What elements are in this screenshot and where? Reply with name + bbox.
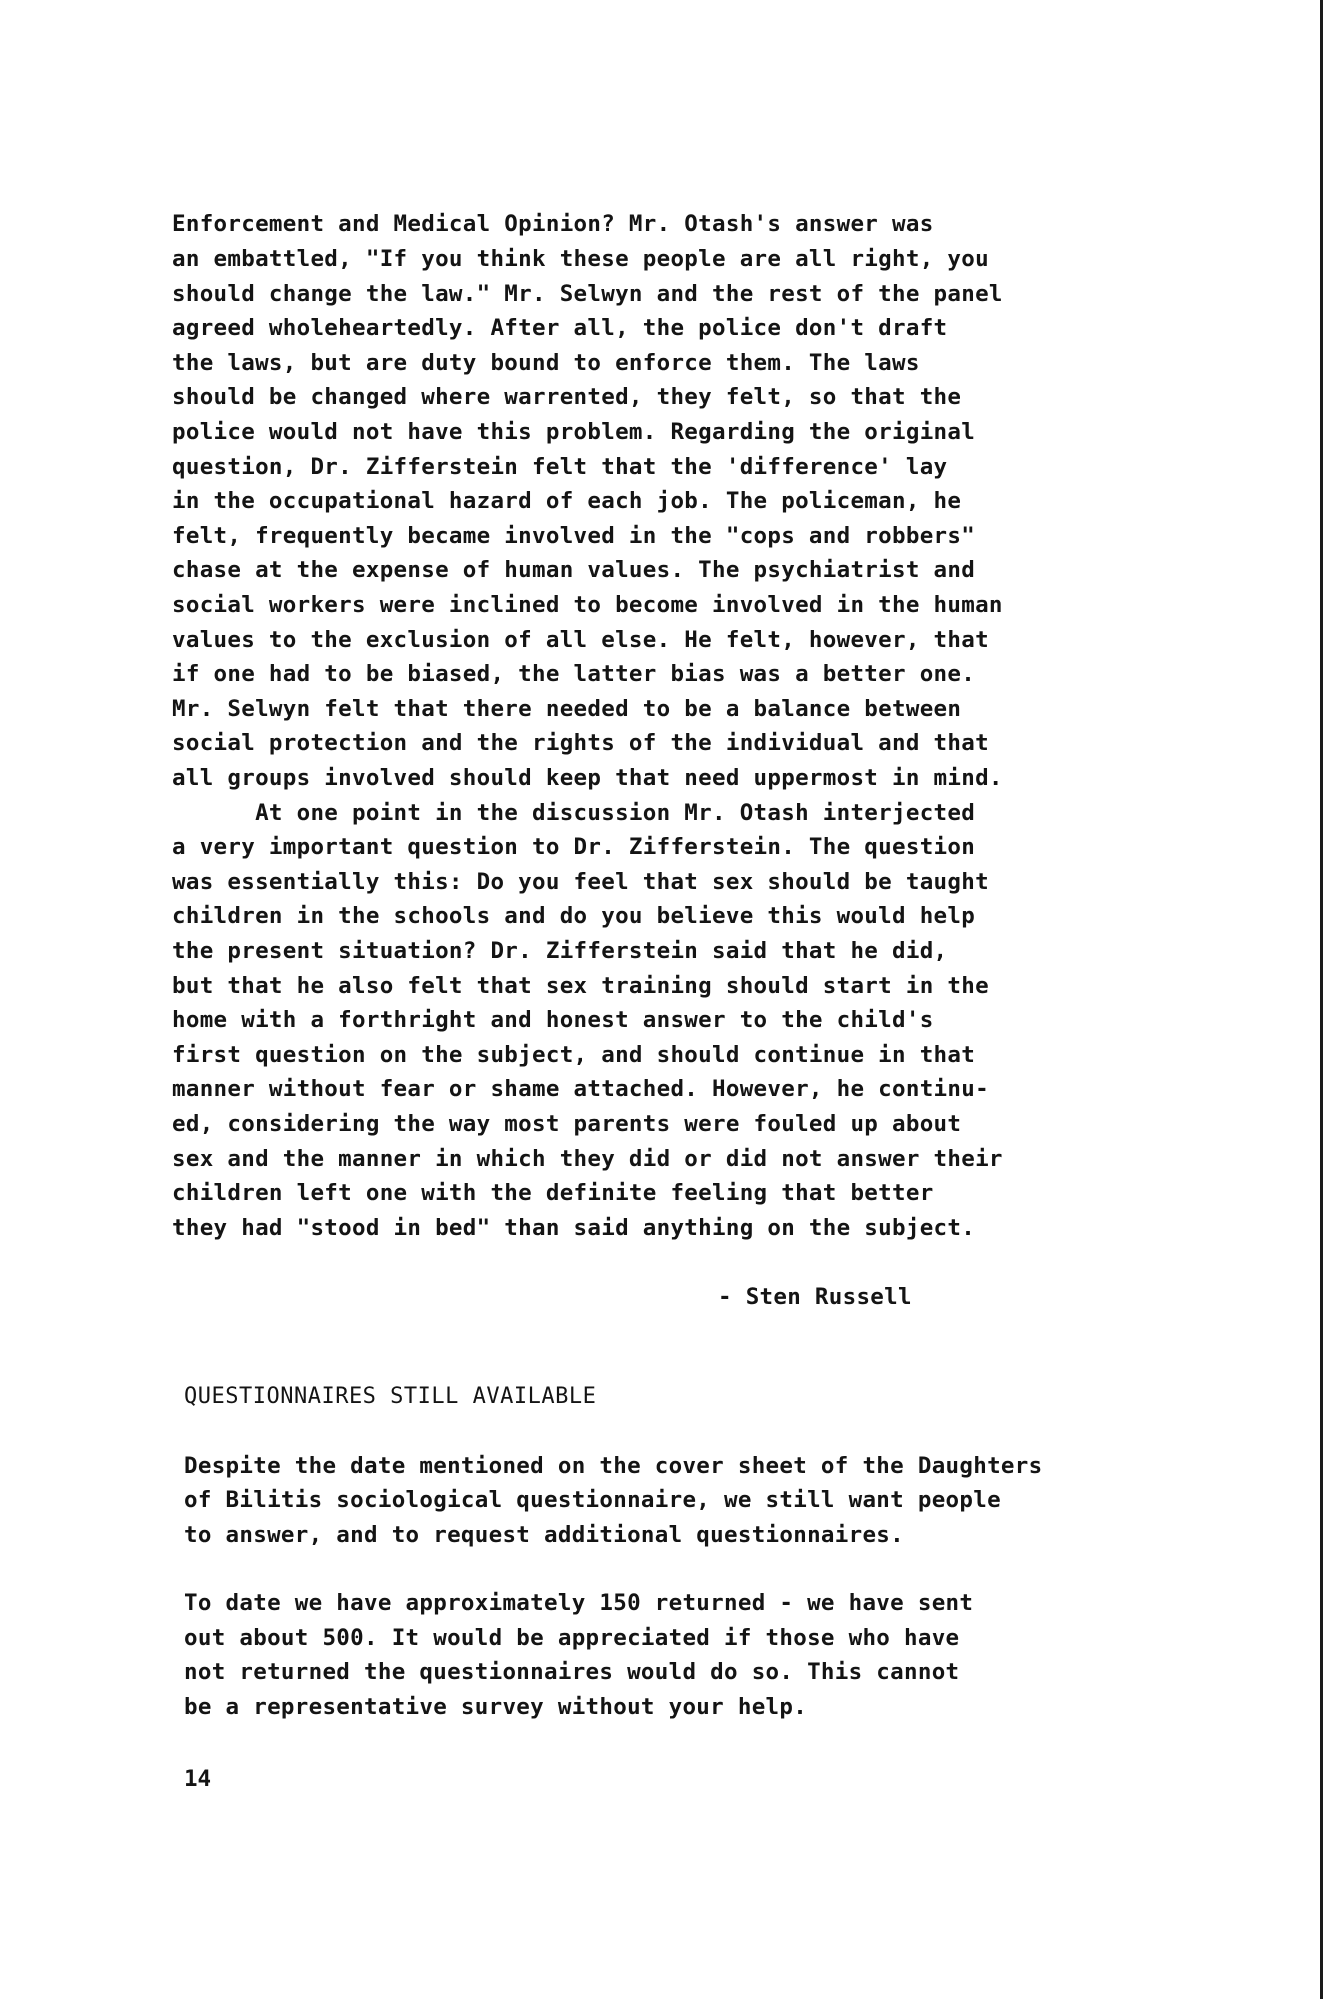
article-line: sex and the manner in which they did or did not answer their [172, 1146, 1003, 1172]
section-heading: QUESTIONNAIRES STILL AVAILABLE [184, 1384, 597, 1409]
scan-edge-line [1320, 0, 1323, 1999]
article-line: the laws, but are duty bound to enforce them. The laws [172, 350, 920, 376]
article-line: Mr. Selwyn felt that there needed to be a balance between [172, 696, 962, 722]
article-line: but that he also felt that sex training should start in the [172, 973, 989, 999]
article-line: question, Dr. Zifferstein felt that the 'difference' lay [172, 454, 948, 480]
article-line: felt, frequently became involved in the "cops and robbers" [172, 523, 976, 549]
article-line: if one had to be biased, the latter bias was a better one. [172, 661, 976, 687]
page-number: 14 [184, 1766, 212, 1792]
article-line: At one point in the discussion Mr. Otash interjected [172, 800, 976, 826]
article-line: in the occupational hazard of each job. The policeman, he [172, 488, 962, 514]
article-line: manner without fear or shame attached. However, he continu- [172, 1076, 989, 1102]
article-line: should be changed where warrented, they felt, so that the [172, 384, 962, 410]
article-line: was essentially this: Do you feel that sex should be taught [172, 869, 989, 895]
notice-line: of Bilitis sociological questionnaire, we still want people [184, 1487, 1001, 1513]
article-line: agreed wholeheartedly. After all, the police don't draft [172, 315, 948, 341]
article-line: values to the exclusion of all else. He felt, however, that [172, 627, 989, 653]
notice-line: not returned the questionnaires would do so. This cannot [184, 1659, 960, 1685]
article-line: children left one with the definite feeling that better [172, 1180, 934, 1206]
article-line: first question on the subject, and should continue in that [172, 1042, 976, 1068]
author-signature: - Sten Russell [718, 1284, 912, 1310]
notice-line: Despite the date mentioned on the cover sheet of the Daughters [184, 1453, 1043, 1479]
article-line: they had "stood in bed" than said anything on the subject. [172, 1215, 976, 1241]
article-line: social protection and the rights of the individual and that [172, 730, 989, 756]
notice-line: to answer, and to request additional questionnaires. [184, 1522, 904, 1548]
article-line: an embattled, "If you think these people are all right, you [172, 246, 989, 272]
article-line: social workers were inclined to become involved in the human [172, 592, 1003, 618]
article-line: police would not have this problem. Regarding the original [172, 419, 976, 445]
article-line: should change the law." Mr. Selwyn and the rest of the panel [172, 281, 1003, 307]
article-line: a very important question to Dr. Zifferstein. The question [172, 834, 976, 860]
article-line: the present situation? Dr. Zifferstein said that he did, [172, 938, 948, 964]
notice-line: To date we have approximately 150 returned - we have sent [184, 1590, 974, 1616]
article-line: children in the schools and do you believe this would help [172, 903, 976, 929]
article-line: chase at the expense of human values. The psychiatrist and [172, 557, 976, 583]
article-line: Enforcement and Medical Opinion? Mr. Otash's answer was [172, 211, 934, 237]
notice-line: out about 500. It would be appreciated if those who have [184, 1625, 960, 1651]
article-line: ed, considering the way most parents were fouled up about [172, 1111, 962, 1137]
article-line: all groups involved should keep that need uppermost in mind. [172, 765, 1003, 791]
notice-line: be a representative survey without your help. [184, 1694, 808, 1720]
article-line: home with a forthright and honest answer to the child's [172, 1007, 934, 1033]
